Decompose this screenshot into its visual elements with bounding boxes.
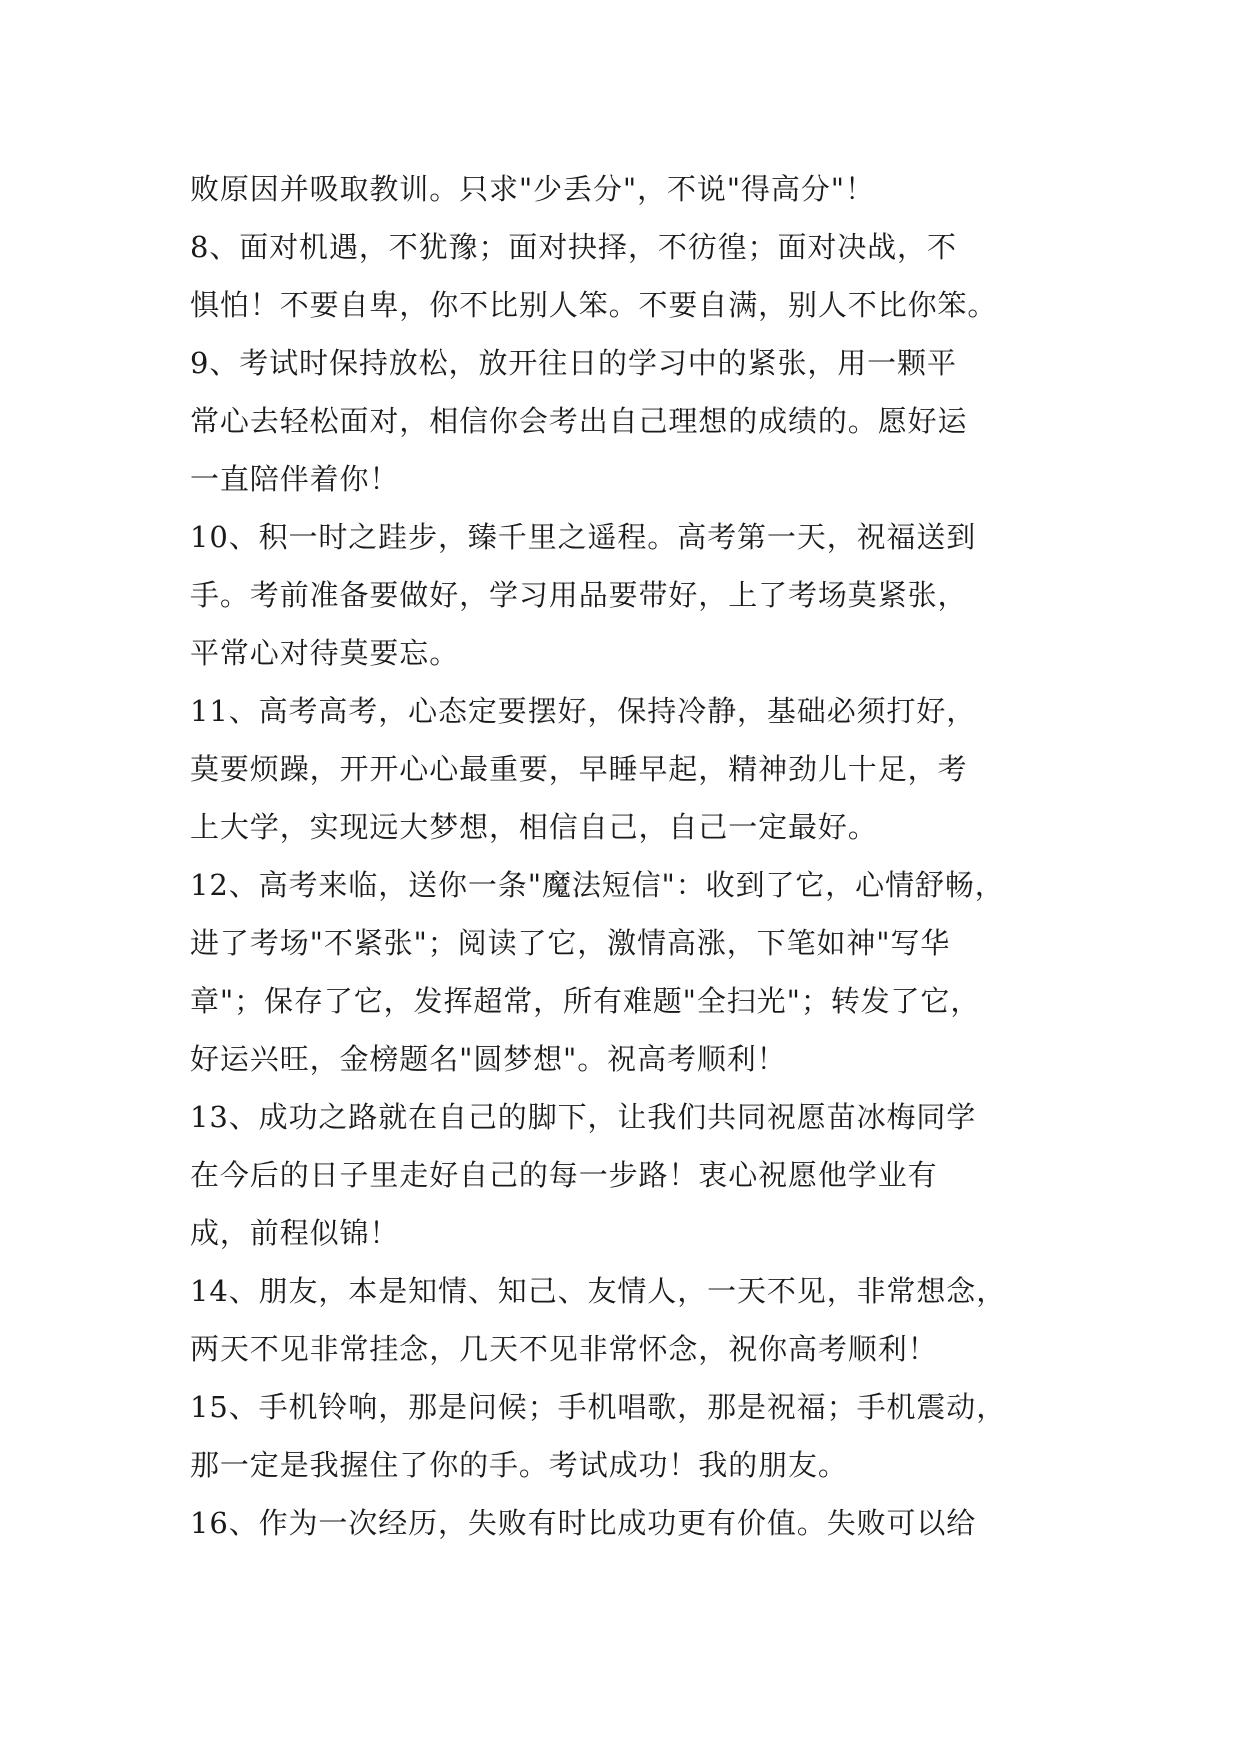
text-line: 13、成功之路就在自己的脚下，让我们共同祝愿苗冰梅同学 [190,1100,977,1134]
text-line: 常心去轻松面对，相信你会考出自己理想的成绩的。愿好运 [190,404,968,438]
text-line: 16、作为一次经历，失败有时比成功更有价值。失败可以给 [190,1506,977,1540]
text-line: 两天不见非常挂念，几天不见非常怀念，祝你高考顺利！ [190,1332,938,1366]
text-line: 那一定是我握住了你的手。考试成功！我的朋友。 [190,1448,848,1482]
text-line: 上大学，实现远大梦想，相信自己，自己一定最好。 [190,810,878,844]
text-line: 手。考前准备要做好，学习用品要带好，上了考场莫紧张， [190,578,968,612]
text-line: 一直陪伴着你！ [190,462,400,496]
text-line: 成，前程似锦！ [190,1216,400,1250]
text-line: 败原因并吸取教训。只求"少丢分"，不说"得高分"！ [190,172,875,206]
text-line: 进了考场"不紧张"；阅读了它，激情高涨，下笔如神"写华 [190,926,951,960]
text-line: 莫要烦躁，开开心心最重要，早睡早起，精神劲儿十足，考 [190,752,968,786]
text-line: 10、积一时之跬步，臻千里之遥程。高考第一天，祝福送到 [190,520,977,554]
text-line: 平常心对待莫要忘。 [190,636,460,670]
text-line: 章"；保存了它，发挥超常，所有难题"全扫光"；转发了它， [190,984,981,1018]
text-line: 8、面对机遇，不犹豫；面对抉择，不彷徨；面对决战，不 [190,230,957,264]
text-line: 15、手机铃响，那是问候；手机唱歌，那是祝福；手机震动， [190,1390,1007,1424]
text-line: 好运兴旺，金榜题名"圆梦想"。祝高考顺利！ [190,1042,787,1076]
text-line: 11、高考高考，心态定要摆好，保持冷静，基础必须打好， [190,694,977,728]
text-line: 12、高考来临，送你一条"魔法短信"：收到了它，心情舒畅， [190,868,1005,902]
text-line: 14、朋友，本是知情、知己、友情人，一天不见，非常想念， [190,1274,1007,1308]
text-body [190,160,1090,1552]
text-line: 在今后的日子里走好自己的每一步路！衷心祝愿他学业有 [190,1158,938,1192]
text-line: 9、考试时保持放松，放开往日的学习中的紧张，用一颗平 [190,346,957,380]
text-line: 惧怕！不要自卑，你不比别人笨。不要自满，别人不比你笨。 [190,288,998,322]
